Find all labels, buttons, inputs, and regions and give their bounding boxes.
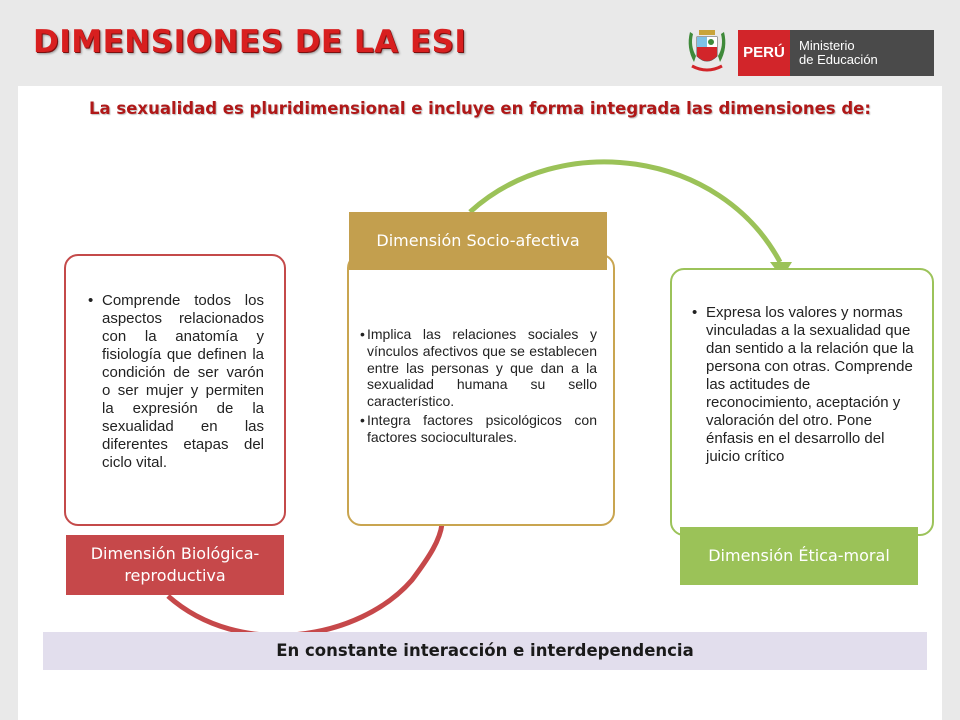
ethical-moral-dimension-box (670, 268, 934, 536)
ministry-label-line1: Ministerio (799, 38, 855, 53)
biological-bullet-1: • Comprende todos los aspectos relacionados con la anatomía y fisiología que definen la condición de ser varón o ser mujer y permiten la expresión de la sexualidad en las diferentes etapas del ciclo vital. (102, 292, 264, 472)
socio-bullet-1: • Implica las relaciones sociales y vínculos afectivos que se establecen entre las personas y que dan a la sexualidad humana su sello característico. (367, 326, 597, 410)
biological-dimension-label: Dimensión Biológica-reproductiva (66, 535, 284, 595)
biological-bullets (66, 256, 284, 472)
etica-bullets (672, 270, 932, 466)
socio-bullet-2: • Integra factores psicológicos con factores socioculturales. (367, 412, 597, 446)
etica-bullet-1: • Expresa los valores y normas vinculadas a la sexualidad que dan sentido a la relación que la persona con otras. Comprende las actitudes de reconocimiento, aceptación y valoración del otro. Pone énfasis en el desarrollo del juicio crítico (706, 304, 918, 466)
peru-label: PERÚ (738, 30, 790, 76)
socio-bullets (349, 256, 613, 446)
biological-dimension-box (64, 254, 286, 526)
ministry-label-line2: de Educación (799, 52, 878, 67)
ethical-moral-dimension-label: Dimensión Ética-moral (680, 527, 918, 585)
subtitle: La sexualidad es pluridimensional e incluye en forma integrada las dimensiones de: (89, 99, 871, 118)
socio-affective-dimension-label: Dimensión Socio-afectiva (349, 212, 607, 270)
interaction-footer: En constante interacción e interdependencia (43, 632, 927, 670)
page-title: DIMENSIONES DE LA ESI (33, 24, 467, 60)
socio-affective-dimension-box (347, 254, 615, 526)
